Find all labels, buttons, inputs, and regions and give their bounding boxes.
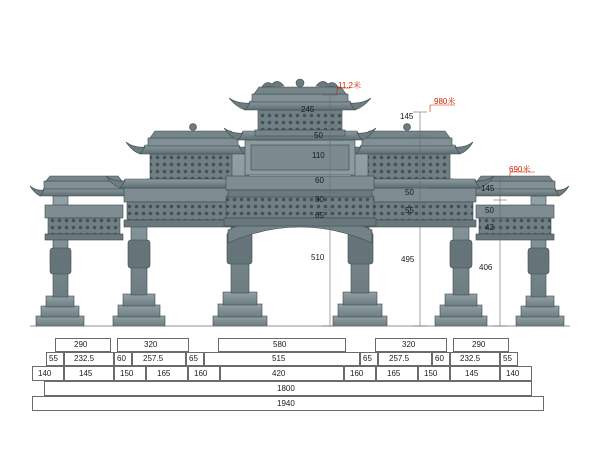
dim-total-label: 1940 bbox=[277, 399, 295, 408]
dim-cell-label: 232.5 bbox=[74, 354, 95, 363]
dim-cell-label: 160 bbox=[350, 369, 364, 378]
dim-cell-label: 580 bbox=[273, 340, 287, 349]
dim-cell-label: 320 bbox=[144, 340, 158, 349]
base-plinths bbox=[36, 292, 564, 326]
dim-cell-label: 55 bbox=[49, 354, 58, 363]
dim-cell-label: 165 bbox=[387, 369, 401, 378]
dim-cell-label: 60 bbox=[435, 354, 444, 363]
dim-cell-label: 145 bbox=[79, 369, 93, 378]
dim-cell-label: 145 bbox=[465, 369, 479, 378]
height-value: 510 bbox=[311, 253, 325, 262]
height-value: 110 bbox=[312, 151, 325, 160]
dim-cell-label: 165 bbox=[157, 369, 171, 378]
height-label-total-center: 11.2米 bbox=[338, 81, 361, 90]
dim-cell-label: 150 bbox=[120, 369, 134, 378]
column-ornaments bbox=[50, 232, 549, 274]
height-value: 55 bbox=[405, 206, 414, 215]
height-value: 50 bbox=[405, 188, 414, 197]
dim-cell-label: 160 bbox=[194, 369, 208, 378]
dim-cell-label: 232.5 bbox=[460, 354, 481, 363]
height-value: 60 bbox=[315, 176, 324, 185]
height-value: 50 bbox=[485, 206, 494, 215]
dim-cell-label: 150 bbox=[424, 369, 438, 378]
height-value: 65 bbox=[315, 211, 324, 220]
dim-total-label: 1800 bbox=[277, 384, 295, 393]
dim-cell-label: 140 bbox=[38, 369, 52, 378]
dim-cell-label: 60 bbox=[117, 354, 126, 363]
height-value: 42 bbox=[485, 223, 494, 232]
dim-cell-label: 140 bbox=[506, 369, 520, 378]
dim-cell-label: 257.5 bbox=[143, 354, 164, 363]
height-value: 145 bbox=[400, 112, 414, 121]
dim-cell-label: 420 bbox=[272, 369, 286, 378]
height-value: 145 bbox=[481, 184, 495, 193]
dim-cell-label: 257.5 bbox=[389, 354, 410, 363]
height-label-total-mid-right: 980米 bbox=[434, 97, 456, 106]
height-value: 495 bbox=[401, 255, 415, 264]
dim-cell-label: 320 bbox=[402, 340, 416, 349]
dim-cell-label: 290 bbox=[74, 340, 88, 349]
dim-cell-label: 290 bbox=[472, 340, 486, 349]
height-label-total-outer-right: 690米 bbox=[509, 165, 531, 174]
dim-cell-label: 55 bbox=[503, 354, 512, 363]
archway-structure bbox=[30, 79, 570, 326]
dim-cell-label: 65 bbox=[363, 354, 372, 363]
dim-cell-label: 515 bbox=[272, 354, 286, 363]
height-value: 80 bbox=[315, 195, 324, 204]
height-value: 406 bbox=[479, 263, 493, 272]
height-value: 50 bbox=[314, 131, 323, 140]
bay-center bbox=[224, 79, 376, 243]
dim-cell-label: 65 bbox=[189, 354, 198, 363]
height-value: 245 bbox=[301, 105, 315, 114]
